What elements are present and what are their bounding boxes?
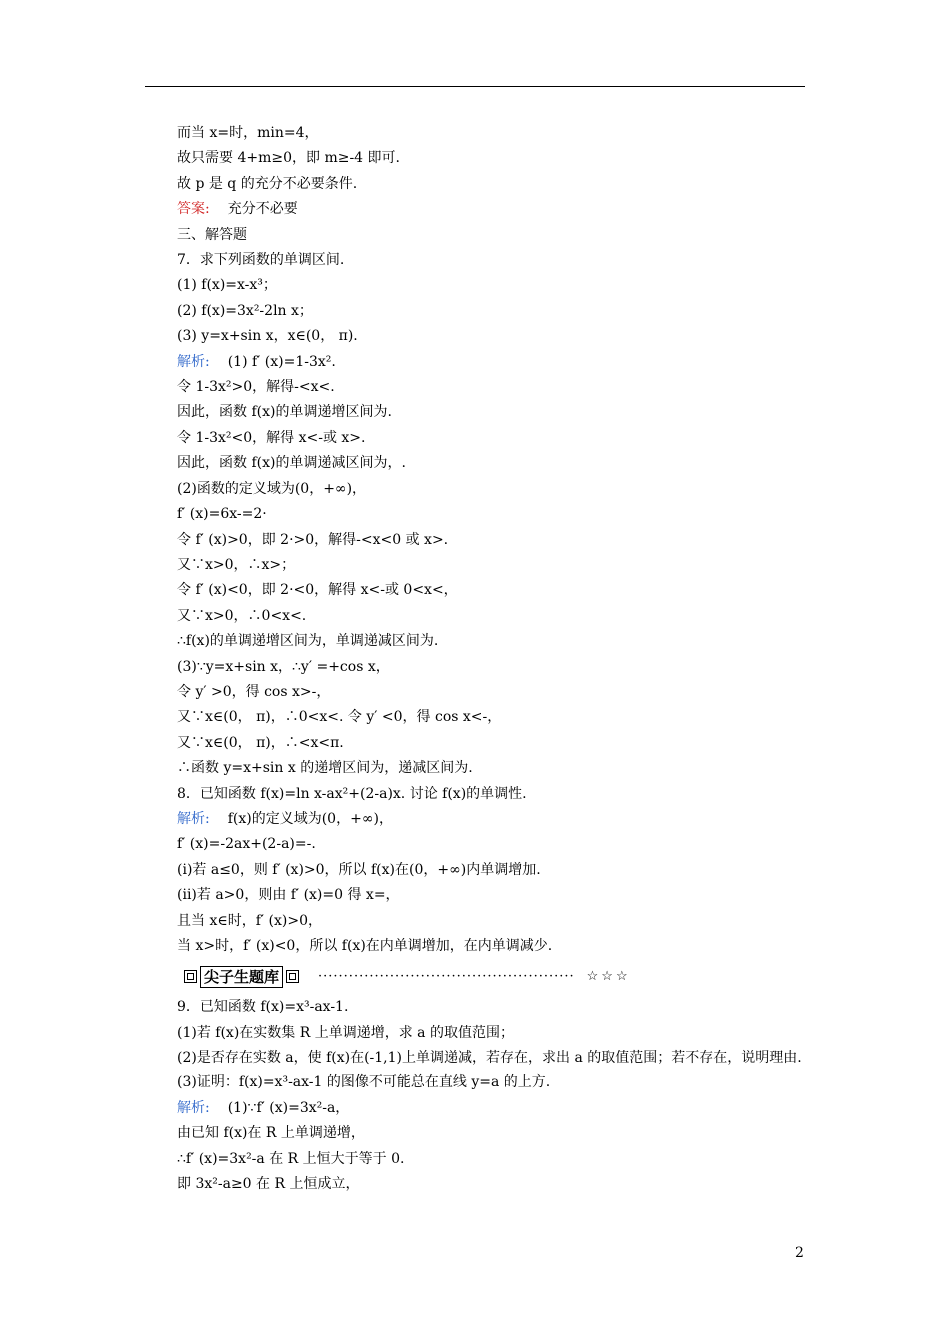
line-text: 8．已知函数 f(x)=ln x-ax²+(2-a)x. 讨论 f(x)的单调性. xyxy=(177,785,527,802)
line-text: (3)证明：f(x)=x³-ax-1 的图像不可能总在直线 y=a 的上方. xyxy=(177,1074,551,1091)
line-text: ∴f(x)的单调递增区间为，单调递减区间为. xyxy=(177,633,439,650)
text-line xyxy=(145,324,807,349)
text-line xyxy=(145,705,807,730)
text-line xyxy=(145,350,807,375)
section-title: 尖子生题库 xyxy=(200,966,283,988)
text-line xyxy=(145,832,807,857)
text-line xyxy=(145,273,807,298)
answer-label: 解析: xyxy=(177,353,210,370)
text-line xyxy=(145,1046,807,1070)
line-text: f(x)的定义域为(0，+∞)， xyxy=(227,810,393,827)
section-box-icon xyxy=(184,970,197,983)
text-line xyxy=(145,731,807,756)
line-text: 令 y′ >0，得 cos x>-， xyxy=(177,683,331,700)
line-text: 又∵x∈(0， π)，∴0<x<. 令 y′ <0，得 cos x<-， xyxy=(177,709,502,726)
text-line xyxy=(145,807,807,832)
text-line xyxy=(145,680,807,705)
text-line xyxy=(145,1172,807,1197)
line-text: (1) f(x)=x-x³； xyxy=(177,277,277,294)
text-line xyxy=(145,995,807,1020)
line-text: 因此，函数 f(x)的单调递增区间为. xyxy=(177,404,392,421)
line-text: (1)若 f(x)在实数集 R 上单调递增，求 a 的取值范围； xyxy=(177,1024,514,1041)
difficulty-stars: ☆☆☆ xyxy=(586,969,631,985)
line-text: 且当 x∈时，f′ (x)>0， xyxy=(177,912,322,929)
text-line xyxy=(145,553,807,578)
text-line xyxy=(145,909,807,934)
line-text: (2) f(x)=3x²-2ln x； xyxy=(177,302,313,319)
text-line xyxy=(145,477,807,502)
line-text: 令 1-3x²<0，解得 x<-或 x>. xyxy=(177,429,366,446)
answer-label: 解析: xyxy=(177,810,210,827)
line-text: (2)函数的定义域为(0，+∞)， xyxy=(177,480,367,497)
line-text: 故只需要 4+m≥0，即 m≥-4 即可. xyxy=(177,150,400,167)
text-line xyxy=(145,197,807,222)
line-text: 7．求下列函数的单调区间. xyxy=(177,252,345,269)
section-header xyxy=(145,964,807,989)
line-text: (2)是否存在实数 a，使 f(x)在(-1,1)上单调递减，若存在，求出 a 的取值范围；若不存在，说明理由. xyxy=(177,1050,802,1067)
line-text: 即 3x²-a≥0 在 R 上恒成立， xyxy=(177,1176,360,1193)
line-text: 而当 x=时，min=4， xyxy=(177,125,319,141)
text-line xyxy=(145,629,807,654)
line-text: 又∵x∈(0， π)，∴<x<π. xyxy=(177,734,344,751)
text-line xyxy=(145,1147,807,1172)
text-line xyxy=(145,248,807,273)
text-line xyxy=(145,1070,807,1095)
answer-label: 解析: xyxy=(177,1099,210,1116)
line-text: 又∵x>0，∴0<x<. xyxy=(177,607,307,624)
line-text: (3)∵y=x+sin x，∴y′ =+cos x， xyxy=(177,658,390,675)
text-line xyxy=(145,223,807,248)
line-text: 充分不必要 xyxy=(227,201,298,218)
text-line xyxy=(145,578,807,603)
text-line xyxy=(145,1121,807,1146)
section-dot-leader: ·················································· xyxy=(318,969,575,985)
line-text: f′ (x)=-2ax+(2-a)=-. xyxy=(177,836,316,853)
text-line xyxy=(145,756,807,781)
text-line xyxy=(145,146,807,171)
text-line xyxy=(145,375,807,400)
section-box-icon xyxy=(286,970,299,983)
line-text: (1) f′ (x)=1-3x². xyxy=(227,353,336,370)
text-line xyxy=(145,528,807,553)
text-line xyxy=(145,883,807,908)
line-text: 令 1-3x²>0，解得-<x<. xyxy=(177,379,335,396)
line-text: 令 f′ (x)<0，即 2·<0，解得 x<-或 0<x<， xyxy=(177,582,458,599)
line-text: (3) y=x+sin x，x∈(0， π). xyxy=(177,328,358,345)
page-number: 2 xyxy=(795,1245,804,1261)
answer-label: 答案: xyxy=(177,201,210,218)
text-line xyxy=(145,172,807,197)
solution-text-part-1 xyxy=(145,121,807,959)
text-line xyxy=(145,858,807,883)
document-body xyxy=(145,121,807,1197)
text-line xyxy=(145,502,807,527)
line-text: 故 p 是 q 的充分不必要条件. xyxy=(177,175,358,192)
text-line xyxy=(145,655,807,680)
line-text: 令 f′ (x)>0，即 2·>0，解得-<x<0 或 x>. xyxy=(177,531,449,548)
text-line xyxy=(145,604,807,629)
line-text: (ⅱ)若 a>0，则由 f′ (x)=0 得 x=， xyxy=(177,887,400,904)
line-text: 当 x>时，f′ (x)<0，所以 f(x)在内单调增加，在内单调减少. xyxy=(177,938,553,954)
header-rule xyxy=(145,86,805,87)
solution-text-part-2 xyxy=(145,995,807,1197)
text-line xyxy=(145,426,807,451)
text-line xyxy=(145,1096,807,1121)
line-text: ∴函数 y=x+sin x 的递增区间为，递减区间为. xyxy=(177,760,473,777)
line-text: 因此，函数 f(x)的单调递减区间为，. xyxy=(177,455,406,472)
text-line xyxy=(145,1021,807,1046)
line-text: 又∵x>0，∴x>； xyxy=(177,556,296,573)
line-text: f′ (x)=6x-=2· xyxy=(177,506,267,523)
text-line xyxy=(145,400,807,425)
line-text: (1)∵f′ (x)=3x²-a， xyxy=(227,1099,350,1116)
text-line xyxy=(145,451,807,476)
line-text: 由已知 f(x)在 R 上单调递增， xyxy=(177,1125,365,1142)
line-text: 三、解答题 xyxy=(177,226,247,243)
line-text: 9．已知函数 f(x)=x³-ax-1. xyxy=(177,999,349,1016)
text-line xyxy=(145,782,807,807)
line-text: (ⅰ)若 a≤0，则 f′ (x)>0，所以 f(x)在(0，+∞)内单调增加. xyxy=(177,861,541,878)
line-text: ∴f′ (x)=3x²-a 在 R 上恒大于等于 0. xyxy=(177,1150,405,1167)
text-line xyxy=(145,299,807,324)
text-line xyxy=(145,121,807,146)
text-line xyxy=(145,934,807,959)
